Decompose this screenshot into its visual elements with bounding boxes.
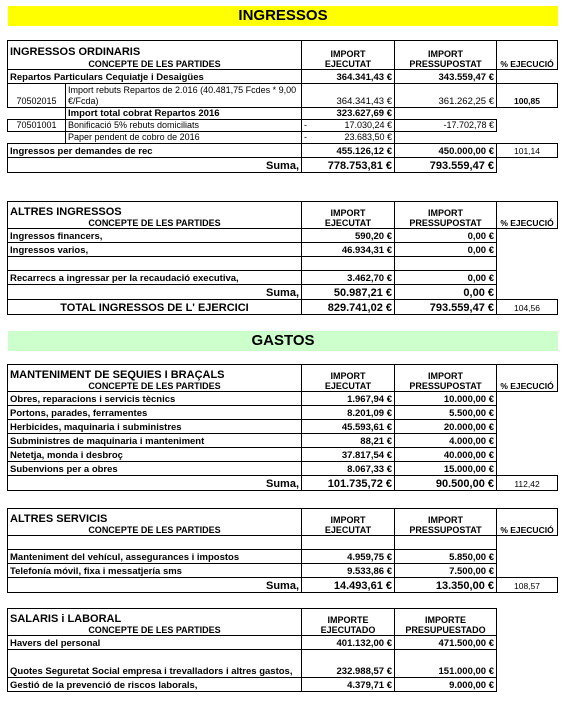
value-pressupostat: 343.559,47 € [395,70,497,84]
table-row [8,650,497,678]
row-label: Ingressos financers, [8,229,302,243]
suma-label: Suma, [8,578,302,593]
col-importe-presupuestado: IMPORTE PRESUPUESTADO [395,609,497,636]
minus-sign: - [304,132,307,142]
value-pressupostat: 7.500,00 € [395,564,497,578]
value-ejecutat: 3.462,70 € [302,271,395,285]
value-ejecutat: 88,21 € [302,434,395,448]
value-ejecutat: 37.817,54 € [302,448,395,462]
row-label: Quotes Seguretat Social empresa i trevalladors i altres gastos, [8,650,302,678]
table-row [8,243,558,257]
value-ejecutat: 8.067,33 € [302,462,395,476]
row-label: Ingressos varios, [8,243,302,257]
value-pressupostat: 361.262,25 € [395,84,497,108]
value-presupuestado: 471.500,00 € [395,636,497,650]
table-row [8,434,558,448]
account-code: 70501001 [8,120,66,132]
row-label: Subenvions per a obres [8,462,302,476]
total-pressupostat: 793.559,47 € [395,300,497,315]
section-title: MANTENIMENT DE SEQUIES I BRAÇALS [8,365,302,381]
suma-ejecucio: 108,57 [497,578,558,593]
row-label: Herbicides, maquinaria i subministres [8,420,302,434]
section-title: SALARIS i LABORAL [8,609,302,625]
suma-label: Suma, [8,476,302,491]
row-label: Manteniment del vehícul, assegurances i impostos [8,550,302,564]
value-ejecutat: 364.341,43 € [302,84,395,108]
value-pressupostat: 40.000,00 € [395,448,497,462]
ingressos-heading: INGRESSOS [8,6,558,26]
col-concepte: CONCEPTE DE LES PARTIDES [8,381,302,392]
table-row [8,462,558,476]
section-title: ALTRES SERVICIS [8,509,302,525]
value-ejecutat: 1.967,94 € [302,392,395,406]
suma-ejecucio: 112,42 [497,476,558,491]
table-row [8,229,558,243]
table-row [8,448,558,462]
section-title: ALTRES INGRESSOS [8,202,302,218]
value-ejecucio: 101,14 [497,144,558,158]
row-label [8,257,302,271]
value-presupuestado: 151.000,00 € [395,650,497,678]
table-row [8,392,558,406]
row-label: Obres, reparacions i servicis tècnics [8,392,302,406]
row-label: Import rebuts Repartos de 2.016 (40.481,75 Fcdes * 9,00 €/Fcda) [66,84,302,108]
account-code: 70502015 [8,84,66,108]
row-label: Gestió de la prevenció de riscos laborals, [8,678,302,692]
row-label: Portons, parades, ferramentes [8,406,302,420]
row-label [8,536,302,550]
suma-label: Suma, [8,158,302,173]
suma-pressupostat: 13.350,00 € [395,578,497,593]
value-ejecutat: 8.201,09 € [302,406,395,420]
value-pressupostat: 4.000,00 € [395,434,497,448]
total-ejecutat: 829.741,02 € [302,300,395,315]
row-label: Ingressos per demandes de rec [8,144,302,158]
suma-ejecutat: 778.753,81 € [302,158,395,173]
altres-servicis-table [7,508,558,593]
col-import-ejecutat: IMPORT EJECUTAT [302,365,395,392]
row-label: Telefonía móvil, fixa i messatjería sms [8,564,302,578]
row-label: Netetja, monda i desbroç [8,448,302,462]
col-importe-ejecutado: IMPORTE EJECUTADO [302,609,395,636]
value-ejecutat: 4.959,75 € [302,550,395,564]
row-label: Recarrecs a ingressar per la recaudació executiva, [8,271,302,285]
table-row [8,420,558,434]
suma-pressupostat: 0,00 € [395,285,497,300]
table-row [8,257,558,271]
altres-ingressos-table [7,201,558,315]
value-ejecucio: 100,85 [497,84,558,108]
row-label: Subministres de maquinaria i manteniment [8,434,302,448]
col-import-pressupostat: IMPORT PRESSUPOSTAT [395,202,497,229]
col-ejecucio: % EJECUCIÓ [497,365,558,392]
total-label: TOTAL INGRESSOS DE L' EJERCICI [8,300,302,315]
value-ejecutat: 323.627,69 € [302,108,395,120]
col-ejecucio: % EJECUCIÓ [497,509,558,536]
value-pressupostat: 15.000,00 € [395,462,497,476]
col-ejecucio: % EJECUCIÓ [497,41,558,70]
col-import-pressupostat: IMPORT PRESSUPOSTAT [395,509,497,536]
suma-ejecutat: 50.987,21 € [302,285,395,300]
table-row [8,678,497,692]
suma-pressupostat: 90.500,00 € [395,476,497,491]
table-row [8,271,558,285]
value-pressupostat: 0,00 € [395,271,497,285]
value-ejecutado: 232.988,57 € [302,650,395,678]
col-import-pressupostat: IMPORT PRESSUPOSTAT [395,41,497,70]
table-row [8,536,558,550]
section-title: INGRESSOS ORDINARIS [8,41,302,58]
value-ejecutat: 590,20 € [302,229,395,243]
row-label: Bonificació 5% rebuts domiciliats [66,120,302,132]
table-row [8,564,558,578]
value-pressupostat: 0,00 € [395,229,497,243]
value-ejecutat: 46.934,31 € [302,243,395,257]
gastos-heading: GASTOS [8,331,558,351]
row-label: Paper pendent de cobro de 2016 [66,132,302,144]
suma-label: Suma, [8,285,302,300]
table-row [8,550,558,564]
suma-pressupostat: 793.559,47 € [395,158,497,173]
value-presupuestado: 9.000,00 € [395,678,497,692]
total-ejecucio: 104,56 [497,300,558,315]
value-ejecutat: 455.126,12 € [302,144,395,158]
value-pressupostat: 5.850,00 € [395,550,497,564]
col-ejecucio: % EJECUCIÓ [497,202,558,229]
salaris-table [7,608,497,692]
col-import-ejecutat: IMPORT EJECUTAT [302,41,395,70]
col-import-ejecutat: IMPORT EJECUTAT [302,202,395,229]
value-pressupostat: 10.000,00 € [395,392,497,406]
value-ejecutat: 9.533,86 € [302,564,395,578]
row-label: Repartos Particulars Cequiatje i Desaigües [8,70,302,84]
col-concepte: CONCEPTE DE LES PARTIDES [8,625,302,636]
col-import-ejecutat: IMPORT EJECUTAT [302,509,395,536]
row-label: Import total cobrat Repartos 2016 [66,108,302,120]
table-row [8,636,497,650]
col-concepte: CONCEPTE DE LES PARTIDES [8,525,302,536]
row-label: Havers del personal [8,636,302,650]
value-pressupostat: 20.000,00 € [395,420,497,434]
value-pressupostat: -17.702,78 € [395,120,497,132]
col-import-pressupostat: IMPORT PRESSUPOSTAT [395,365,497,392]
col-concepte: CONCEPTE DE LES PARTIDES [8,218,302,229]
value-ejecutado: 401.132,00 € [302,636,395,650]
manteniment-table [7,364,558,491]
value-pressupostat [395,536,497,550]
value-ejecutat [302,536,395,550]
value-pressupostat: 0,00 € [395,243,497,257]
minus-sign: - [304,120,307,130]
ingressos-ordinaris-table [7,40,558,173]
value-pressupostat: 5.500,00 € [395,406,497,420]
suma-ejecutat: 101.735,72 € [302,476,395,491]
col-concepte: CONCEPTE DE LES PARTIDES [8,58,302,70]
value-ejecutat: 17.030,24 € [344,120,392,130]
suma-ejecutat: 14.493,61 € [302,578,395,593]
value-pressupostat [395,257,497,271]
value-ejecutado: 4.379,71 € [302,678,395,692]
value-ejecutat: 45.593,61 € [302,420,395,434]
value-pressupostat: 450.000,00 € [395,144,497,158]
value-ejecutat: 23.683,50 € [344,132,392,142]
value-ejecutat [302,257,395,271]
value-ejecutat: 364.341,43 € [302,70,395,84]
table-row [8,406,558,420]
